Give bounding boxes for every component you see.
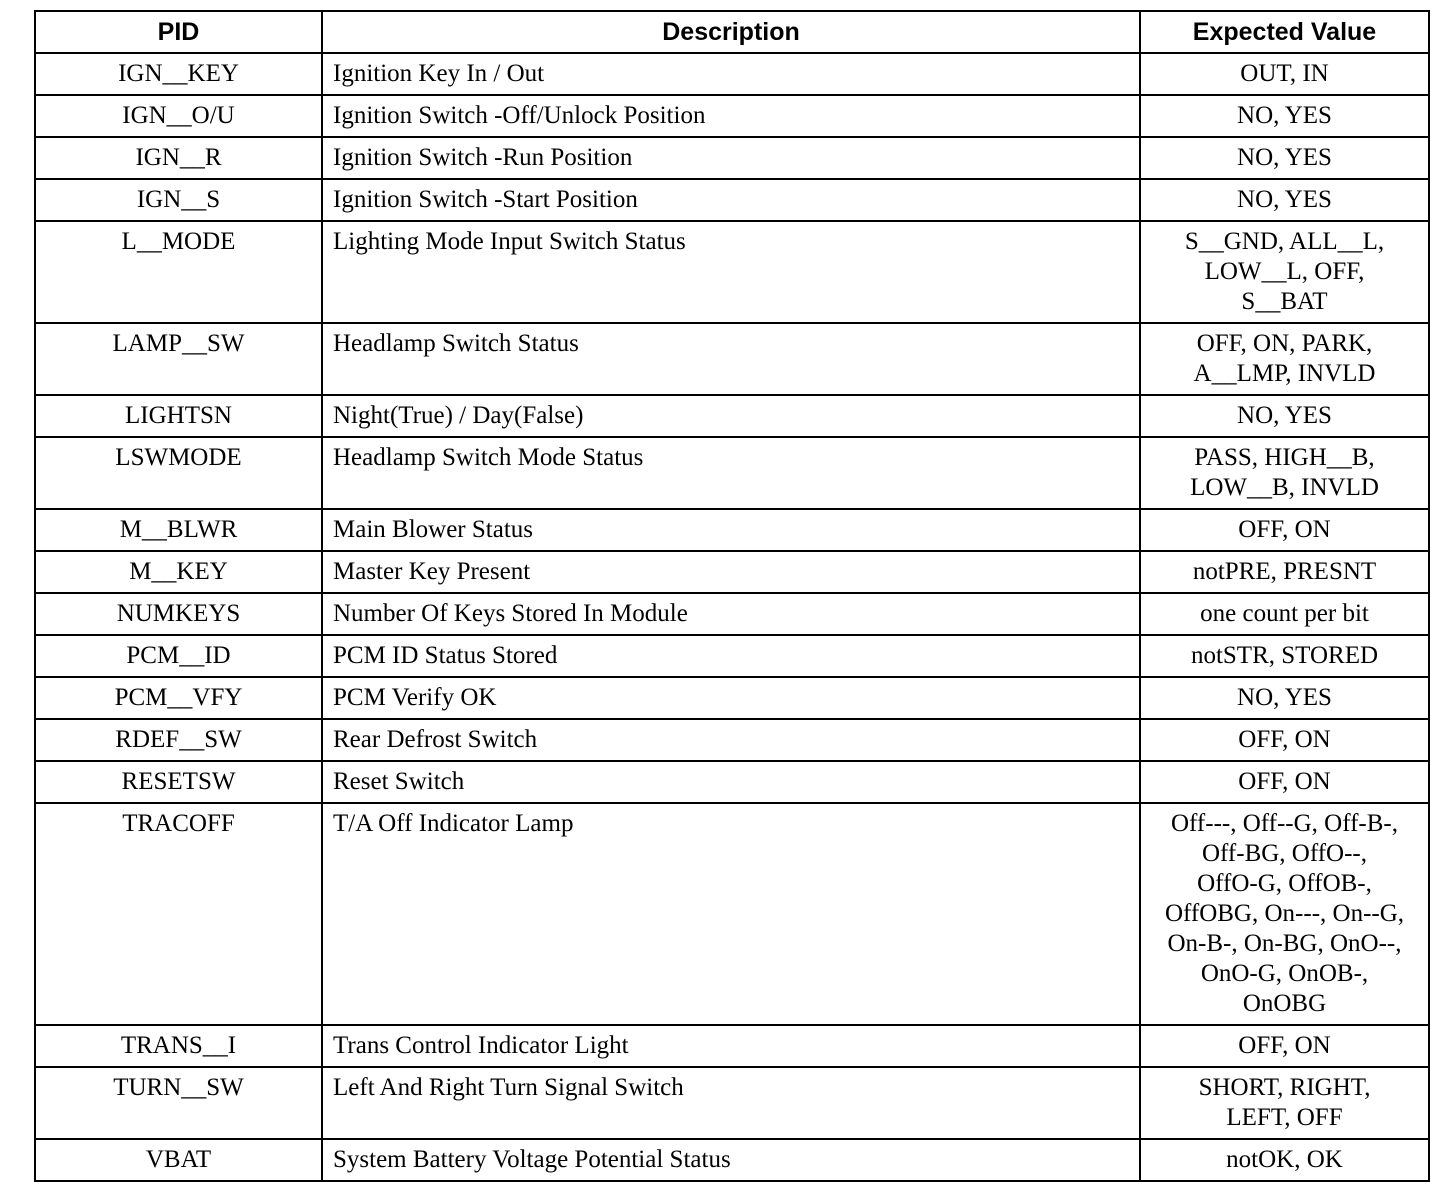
table-row [35,551,1429,593]
description-cell: Main Blower Status [322,509,1140,551]
expected-value-line: Off-BG, OffO--, [1201,840,1367,867]
table-row [35,719,1429,761]
expected-value-cell [1140,509,1429,551]
expected-value-line: OnO-G, OnOB-, [1200,960,1369,987]
pid-cell: M__KEY [35,551,322,593]
table-row [35,437,1429,509]
pid-table [34,10,1430,1182]
table-row [35,95,1429,137]
pid-cell: LAMP__SW [35,323,322,395]
table-body [35,53,1429,1181]
pid-cell: PCM__VFY [35,677,322,719]
table-row [35,677,1429,719]
expected-value-line: NO, YES [1237,402,1332,429]
description-cell: Ignition Switch -Off/Unlock Position [322,95,1140,137]
table-row [35,1139,1429,1181]
table-row [35,635,1429,677]
expected-value-line: OnOBG [1242,990,1327,1017]
expected-value-line: OFF, ON, PARK, [1196,330,1373,357]
expected-value-line: OUT, IN [1240,60,1329,87]
expected-value-line: LEFT, OFF [1226,1104,1343,1131]
expected-value-cell [1140,437,1429,509]
description-cell: Reset Switch [322,761,1140,803]
header-pid: PID [35,11,322,53]
expected-value-cell [1140,221,1429,323]
pid-cell: TRACOFF [35,803,322,1025]
expected-value-cell [1140,95,1429,137]
pid-cell: PCM__ID [35,635,322,677]
expected-value-cell [1140,1025,1429,1067]
pid-cell: IGN__S [35,179,322,221]
description-cell: System Battery Voltage Potential Status [322,1139,1140,1181]
table-row [35,179,1429,221]
pid-cell: RDEF__SW [35,719,322,761]
header-row [35,11,1429,53]
pid-cell: TURN__SW [35,1067,322,1139]
expected-value-line: PASS, HIGH__B, [1194,444,1375,471]
expected-value-line: notSTR, STORED [1190,642,1379,669]
expected-value-line: SHORT, RIGHT, [1198,1074,1371,1101]
pid-cell: TRANS__I [35,1025,322,1067]
expected-value-cell [1140,1139,1429,1181]
description-cell: T/A Off Indicator Lamp [322,803,1140,1025]
expected-value-cell [1140,137,1429,179]
description-cell: Master Key Present [322,551,1140,593]
expected-value-line: OFF, ON [1238,1032,1331,1059]
description-cell: Trans Control Indicator Light [322,1025,1140,1067]
expected-value-line: NO, YES [1237,684,1332,711]
expected-value-line: OffOBG, On---, On--G, [1164,900,1405,927]
expected-value-line: LOW__B, INVLD [1190,474,1379,501]
expected-value-line: OffO-G, OffOB-, [1197,870,1372,897]
expected-value-line: On-B-, On-BG, OnO--, [1167,930,1402,957]
description-cell: PCM Verify OK [322,677,1140,719]
expected-value-line: NO, YES [1237,186,1332,213]
pid-cell: NUMKEYS [35,593,322,635]
table-row [35,509,1429,551]
expected-value-line: S__GND, ALL__L, [1184,228,1385,255]
description-cell: Night(True) / Day(False) [322,395,1140,437]
expected-value-cell [1140,635,1429,677]
expected-value-line: OFF, ON [1238,726,1331,753]
expected-value-cell [1140,53,1429,95]
expected-value-line: notPRE, PRESNT [1192,558,1377,585]
description-cell: Headlamp Switch Status [322,323,1140,395]
pid-cell: IGN__KEY [35,53,322,95]
pid-cell: M__BLWR [35,509,322,551]
description-cell: Lighting Mode Input Switch Status [322,221,1140,323]
expected-value-cell [1140,677,1429,719]
description-cell: Ignition Switch -Start Position [322,179,1140,221]
expected-value-line: one count per bit [1200,600,1369,627]
pid-cell: LIGHTSN [35,395,322,437]
table-row [35,137,1429,179]
expected-value-line: notOK, OK [1226,1146,1343,1173]
description-cell: Headlamp Switch Mode Status [322,437,1140,509]
expected-value-cell [1140,179,1429,221]
description-cell: Rear Defrost Switch [322,719,1140,761]
table-row [35,323,1429,395]
header-expected-value: Expected Value [1140,11,1429,53]
table-row [35,1067,1429,1139]
description-cell: Number Of Keys Stored In Module [322,593,1140,635]
expected-value-line: LOW__L, OFF, [1204,258,1365,285]
pid-cell: VBAT [35,1139,322,1181]
table-row [35,803,1429,1025]
expected-value-cell [1140,593,1429,635]
description-cell: PCM ID Status Stored [322,635,1140,677]
description-cell: Left And Right Turn Signal Switch [322,1067,1140,1139]
pid-cell: IGN__O/U [35,95,322,137]
expected-value-line: OFF, ON [1238,768,1331,795]
table-row [35,593,1429,635]
expected-value-cell [1140,551,1429,593]
expected-value-cell [1140,803,1429,1025]
expected-value-line: NO, YES [1237,144,1332,171]
header-description: Description [322,11,1140,53]
pid-cell: LSWMODE [35,437,322,509]
description-cell: Ignition Switch -Run Position [322,137,1140,179]
expected-value-cell [1140,323,1429,395]
expected-value-line: A__LMP, INVLD [1193,360,1376,387]
expected-value-line: NO, YES [1237,102,1332,129]
table-row [35,1025,1429,1067]
description-cell: Ignition Key In / Out [322,53,1140,95]
pid-cell: L__MODE [35,221,322,323]
pid-cell: RESETSW [35,761,322,803]
table-row [35,221,1429,323]
expected-value-line: Off---, Off--G, Off-B-, [1170,810,1398,837]
pid-cell: IGN__R [35,137,322,179]
table-row [35,53,1429,95]
expected-value-cell [1140,719,1429,761]
expected-value-line: S__BAT [1241,288,1328,315]
table-row [35,395,1429,437]
expected-value-line: OFF, ON [1238,516,1331,543]
expected-value-cell [1140,1067,1429,1139]
expected-value-cell [1140,761,1429,803]
table-row [35,761,1429,803]
expected-value-cell [1140,395,1429,437]
